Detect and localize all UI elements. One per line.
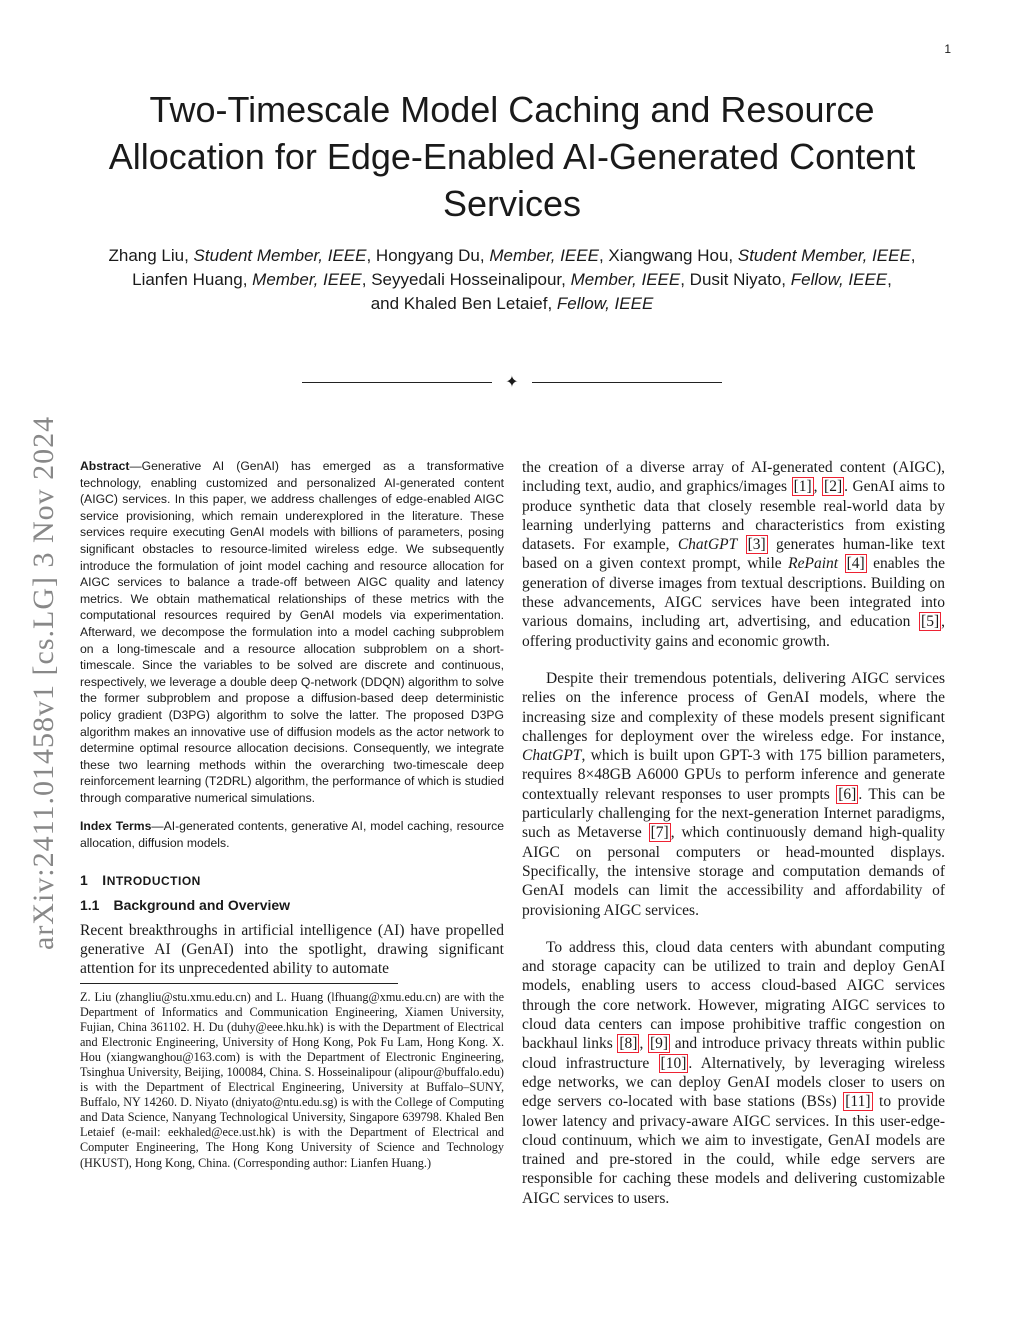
subsection-title: Background and Overview — [113, 896, 291, 913]
arxiv-stamp: arXiv:2411.01458v1 [cs.LG] 3 Nov 2024 — [27, 415, 60, 950]
section-heading — [80, 870, 504, 891]
abstract-label: Abstract — [80, 459, 130, 473]
author-line-3 — [70, 292, 954, 316]
author-line-1: Zhang Liu, Student Member, IEEE, Hongyang Du, Member, IEEE, Xiangwang Hou, Student Member, IEEE, — [108, 246, 916, 265]
citation-link[interactable]: [4] — [846, 555, 865, 573]
author-name: , Hongyang Du, — [366, 246, 490, 265]
abstract-text: —Generative AI (GenAI) has emerged as a transformative technology, enabling customized and personalized AI-generated content (AIGC) services. In this paper, we address challenges of edge-enabled AIGC service provisioning, which remain underexplored in the literature. These services require executing GenAI models with billions of parameters, posing significant obstacles to resource-limited wireless edge. We subsequently introduce the formulation of joint model caching and resource allocation for AIGC services to balance a trade-off between AIGC quality and latency metrics. We obtain mathematical relationships of these metrics with the computational resources required by GenAI models via experimentation. Afterward, we decompose the formulation into a model caching subproblem on a long-timescale and a resource allocation subproblem on a short-timescale. Since the variables to be solved are discrete and continuous, respectively, we leverage a double deep Q-network (DDQN) algorithm to solve the former subproblem and propose a diffusion-based deep deterministic policy gradient (D3PG) algorithm to solve the latter. The proposed D3PG algorithm makes an innovative use of diffusion models as the actor network to determine optimal resource allocation decisions. Consequently, we integrate these two learning methods within the overarching two-timescale deep reinforcement learning (T2DRL) algorithm, the performance of which is studied through comparative numerical simulations. — [80, 459, 504, 805]
author-role: Student Member, IEEE — [193, 246, 367, 265]
citation-link[interactable]: [5] — [921, 613, 940, 631]
paper-title: Two-Timescale Model Caching and Resource Allocation for Edge-Enabled AI-Generated Content Services — [108, 89, 916, 224]
author-role: Member, IEEE — [570, 270, 681, 289]
author-role: Member, IEEE — [489, 246, 599, 265]
author-role: Member, IEEE — [252, 270, 362, 289]
author-name: and Khaled Ben Letaief, — [370, 294, 557, 313]
section-title-initial: I — [102, 871, 107, 888]
index-terms-label: Index Terms — [80, 819, 152, 834]
citation-link[interactable]: [2] — [824, 478, 843, 496]
author-name: Zhang Liu, — [108, 246, 194, 265]
author-name: Lianfen Huang, — [132, 270, 253, 289]
diamond-icon: ✦ — [505, 372, 519, 391]
intro-paragraph: Recent breakthroughs in artificial intelligence (AI) have propelled generative AI (GenAI) into the spotlight, drawing significant attention for its unprecedented ability to automate — [80, 921, 504, 978]
section-title-rest: NTRODUCTION — [106, 873, 201, 888]
citation-link[interactable]: [10] — [660, 1054, 687, 1072]
subsection-heading — [80, 895, 504, 915]
title-separator — [302, 372, 722, 392]
page-number: 1 — [944, 42, 951, 56]
separator-line — [302, 382, 492, 383]
left-column — [80, 458, 504, 1171]
citation-link[interactable]: [8] — [619, 1035, 638, 1053]
index-terms-text: —AI-generated contents, generative AI, model caching, resource allocation, diffusion models. — [80, 819, 504, 851]
author-role: Fellow, IEEE — [556, 294, 654, 313]
citation-link[interactable]: [9] — [650, 1035, 669, 1053]
subsection-number: 1.1 — [80, 896, 100, 913]
abstract — [80, 458, 504, 806]
index-terms — [80, 818, 504, 851]
footnote-rule — [80, 983, 398, 984]
paragraph-3: To address this, cloud data centers with abundant computing and storage capacity can be utilized to train and deploy GenAI models, enabling users to access cloud-based AIGC services through the core network. However, migrating AIGC services to cloud data centers can impose prohibitive traffic congestion on backhaul links [8] , [9] and introduce privacy threats within public cloud infrastructure [10] . Alternatively, by leveraging wireless edge networks, we can deploy GenAI models closer to users on edge servers co-located with base stations (BSs) [11] to provide lower latency and privacy-aware AIGC services. In this user-edge-cloud continuum, which we aim to investigate, GenAI models are trained and pre-stored in the could, while edge servers are responsible for caching these models and delivering customizable AIGC services to users. — [522, 938, 946, 1207]
author-name: , Xiangwang Hou, — [598, 246, 738, 265]
citation-link[interactable]: [1] — [793, 478, 812, 496]
citation-link[interactable]: [3] — [747, 536, 766, 554]
citation-link[interactable]: [7] — [650, 824, 669, 842]
author-role: Fellow, IEEE — [790, 270, 888, 289]
affiliation-footnote: Z. Liu (zhangliu@stu.xmu.edu.cn) and L. Huang (lfhuang@xmu.edu.cn) are with the Department of Informatics and Communication Engineering, Xiamen University, Fujian, China 361102. H. Du (duhy@eee.hku.hk) is with the Department of Electrical and Electronic Engineering, University of Hong Kong, Pok Fu Lam, Hong Kong. X. Hou (xiangwanghou@163.com) is with the Department of Electronic Engineering, Tsinghua University, Beijing, 100084, China. S. Hosseinalipour (alipour@buffalo.edu) is with the Department of Electrical Engineering, University at Buffalo–SUNY, Buffalo, NY 14260. D. Niyato (dniyato@ntu.edu.sg) is with the College of Computing and Data Science, Nanyang Technological University, Singapore 639798. Khaled Ben Letaief (e-mail: eekhaled@ece.ust.hk) is with the Department of Electrical and Computer Engineering, The Hong Kong University of Science and Technology (HKUST), Hong Kong, China. (Corresponding author: Lianfen Huang.) — [80, 989, 504, 1170]
paragraph-1: the creation of a diverse array of AI-generated content (AIGC), including text, audio, and graphics/images [1] , [2] . GenAI aims to produce synthetic data that closely resemble real-world data by learning underlying patterns and characteristics from existing datasets. For example, ChatGPT [3] generates human-like text based on a given context prompt, while RePaint [4] enables the generation of diverse images from textual descriptions. Building on these advancements, AIGC services have been integrated into various domains, including art, advertising, and education [5] , offering productivity gains and economic growth. — [522, 459, 946, 650]
citation-link[interactable]: [11] — [845, 1093, 871, 1111]
author-list — [70, 244, 954, 316]
citation-link[interactable]: [6] — [838, 785, 857, 803]
author-line-2: Lianfen Huang, Member, IEEE, Seyyedali Hosseinalipour, Member, IEEE, Dusit Niyato, Fellow, IEEE, — [132, 270, 892, 289]
author-role: Student Member, IEEE — [737, 246, 911, 265]
author-name: , Seyyedali Hosseinalipour, — [361, 270, 571, 289]
author-name: , Dusit Niyato, — [680, 270, 791, 289]
separator-line — [532, 382, 722, 383]
paragraph-2: Despite their tremendous potentials, delivering AIGC services relies on the inference process of GenAI models, where the increasing size and complexity of these models present significant challenges for deployment over the wireless edge. For instance, ChatGPT, which is built upon GPT-3 with 175 billion parameters, requires 8×48GB A6000 GPUs to perform inference and generate contextually relevant responses to user prompts [6] . This can be particularly challenging for the next-generation Internet paradigms, such as Metaverse [7] , which continuously demand high-quality AIGC on personal computers or head-mounted displays. Specifically, the intensive storage and computation demands of GenAI models can limit the accessibility and affordability of provisioning AIGC services. — [522, 669, 945, 919]
right-column — [522, 458, 945, 1226]
section-number: 1 — [80, 871, 89, 888]
